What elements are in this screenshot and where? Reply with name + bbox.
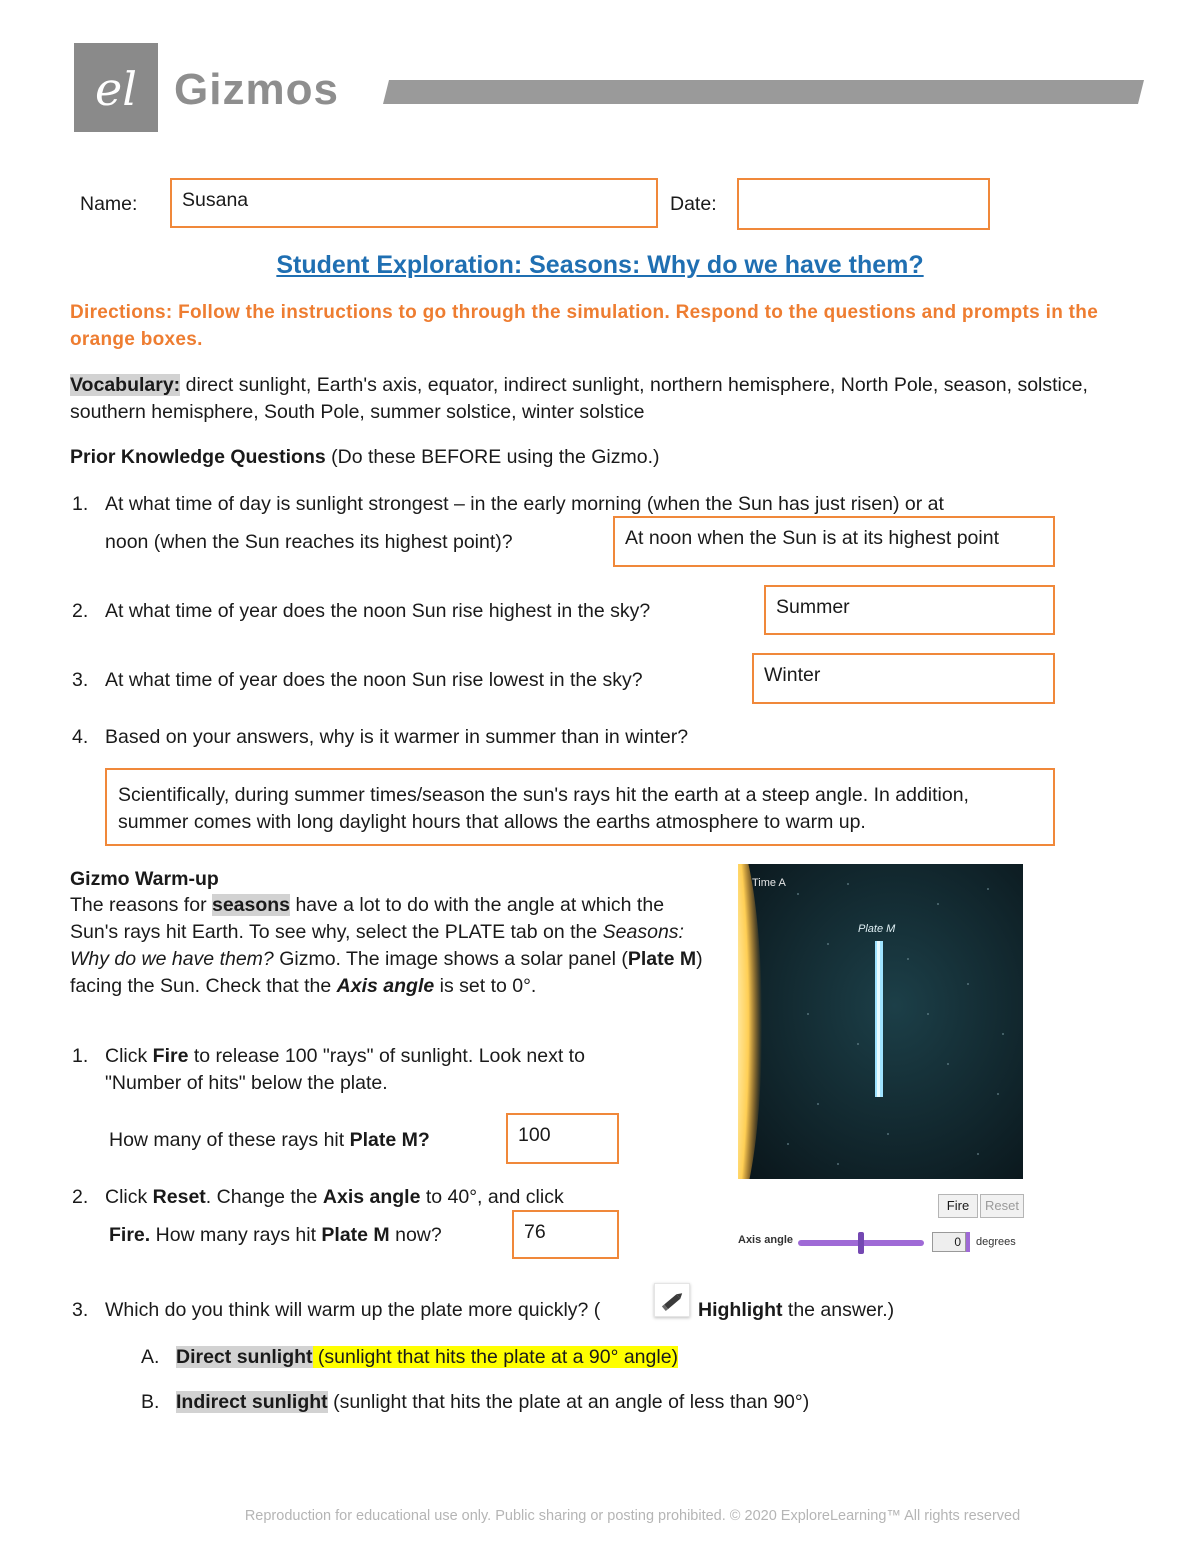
answer-box[interactable]: Winter [752,653,1055,704]
prior-heading-text: Prior Knowledge Questions [70,446,326,468]
warmup-text: Gizmo. The image shows a solar panel ( [273,948,628,970]
question-text: At what time of year does the noon Sun rise lowest in the sky? [105,669,643,691]
question-text: Which do you think will warm up the plate more quickly? ( [105,1299,601,1321]
simulation-graphic [738,864,1023,1179]
option-letter: B. [141,1391,160,1413]
question-number: 3. [72,1299,89,1321]
q3-text: the answer.) [782,1299,895,1321]
q2-text: Click [105,1186,153,1208]
option-letter: A. [141,1346,160,1368]
question-text [105,1184,564,1211]
svg-text:el: el [95,62,137,116]
option-a-text: (sunlight that hits the plate at a 90° angle) [312,1346,679,1368]
question-number: 2. [72,600,89,622]
warmup-paragraph [70,892,710,1000]
reset-button[interactable]: Reset [980,1194,1024,1218]
q1-sub-plate: Plate M? [349,1129,430,1151]
question-text: At what time of year does the noon Sun rise highest in the sky? [105,600,651,622]
vocabulary [70,372,1130,426]
warmup-text: have a lot to do with the angle at which the Sun's rays hit Earth. To see why, select the PLATE tab on the [70,894,665,943]
highlight-term: Highlight [698,1299,783,1321]
answer-box[interactable]: Summer [764,585,1055,635]
question-text: noon (when the Sun reaches its highest point)? [105,531,513,553]
slider-knob[interactable] [858,1232,864,1254]
date-label: Date: [670,193,717,215]
name-field[interactable]: Susana [170,178,658,228]
question-text [109,1222,442,1249]
header-bar [383,80,1144,104]
q2-reset: Reset [152,1186,206,1208]
q2-plate: Plate M [321,1224,390,1246]
date-field[interactable] [737,178,990,230]
gizmo-title: Seasons: Why do we have them? [70,921,684,970]
plate-term: Plate M [627,948,697,970]
q1-text: to release 100 "rays" of sunlight. Look next to "Number of hits" below the plate. [105,1045,585,1094]
question-number: 4. [72,726,89,748]
question-number: 1. [72,1045,89,1067]
q1-fire: Fire [152,1045,189,1067]
question-number: 3. [72,669,89,691]
q2-text: How many rays hit [150,1224,322,1246]
axis-angle-slider[interactable] [798,1240,924,1246]
prior-note: (Do these BEFORE using the Gizmo.) [325,446,660,468]
option-a-bold: Direct sunlight [176,1346,313,1368]
q2-fire: Fire. [109,1224,151,1246]
axis-angle-label: Axis angle [738,1234,794,1246]
degrees-label: degrees [976,1236,1016,1248]
footer: Reproduction for educational use only. Public sharing or posting prohibited. © 2020 ExploreLearning™ All rights reserved [244,1508,1021,1524]
q2-text: . Change the [205,1186,323,1208]
q2-text: to 40°, and click [420,1186,564,1208]
warmup-text: is set to 0°. [434,975,537,997]
question-text: At what time of day is sunlight strongest – in the early morning (when the Sun has just risen) or at [105,493,944,515]
option-b[interactable] [176,1389,809,1416]
option-b-text: (sunlight that hits the plate at an angle of less than 90°) [327,1391,810,1413]
q1-sub-text: How many of these rays hit [109,1129,350,1151]
answer-box[interactable]: 76 [512,1210,619,1259]
option-a[interactable] [176,1344,678,1371]
gizmo-simulation-image [738,864,1023,1179]
warmup-heading: Gizmo Warm-up [70,868,219,890]
prior-knowledge-heading [70,444,660,471]
explorelearning-logo-icon [74,43,158,132]
answer-box[interactable]: 100 [506,1113,619,1164]
answer-box[interactable]: At noon when the Sun is at its highest point [613,516,1055,567]
warmup-text: ) facing the Sun. Check that the [70,948,703,997]
sim-time-label: Time A [752,877,786,889]
seasons-term: seasons [211,894,291,916]
directions: Directions: Follow the instructions to go through the simulation. Respond to the questions and prompts in the orange boxes. [70,302,1099,350]
question-text: Based on your answers, why is it warmer in summer than in winter? [105,726,689,748]
axis-angle-input[interactable]: 0 [932,1232,966,1252]
answer-box-long[interactable]: Scientifically, during summer times/season the sun's rays hit the earth at a steep angle. In addition, summer comes with long daylight hours that allows the earths atmosphere to warm up. [105,768,1055,846]
page-title: Student Exploration: Seasons: Why do we have them? [276,251,924,279]
q1-text: Click [105,1045,153,1067]
brand-name: Gizmos [174,65,339,114]
question-number: 1. [72,493,89,515]
option-b-bold: Indirect sunlight [176,1391,328,1413]
question-text [105,1043,665,1097]
warmup-text: The reasons for [70,894,212,916]
input-accent [966,1232,970,1252]
q2-text: now? [389,1224,442,1246]
vocabulary-label: Vocabulary: [70,374,181,396]
fire-button[interactable]: Fire [938,1194,978,1218]
question-number: 2. [72,1186,89,1208]
q2-axis: Axis angle [322,1186,421,1208]
sim-plate-label: Plate M [858,923,896,935]
name-label: Name: [80,193,138,215]
vocabulary-text: direct sunlight, Earth's axis, equator, indirect sunlight, northern hemisphere, North Pole, season, solstice, southern hemisphere, South Pole, summer solstice, winter solstice [70,374,1088,423]
pencil-highlight-icon[interactable] [654,1283,690,1317]
axis-term: Axis angle [336,975,435,997]
question-sub [109,1127,430,1154]
question-text [698,1297,894,1324]
